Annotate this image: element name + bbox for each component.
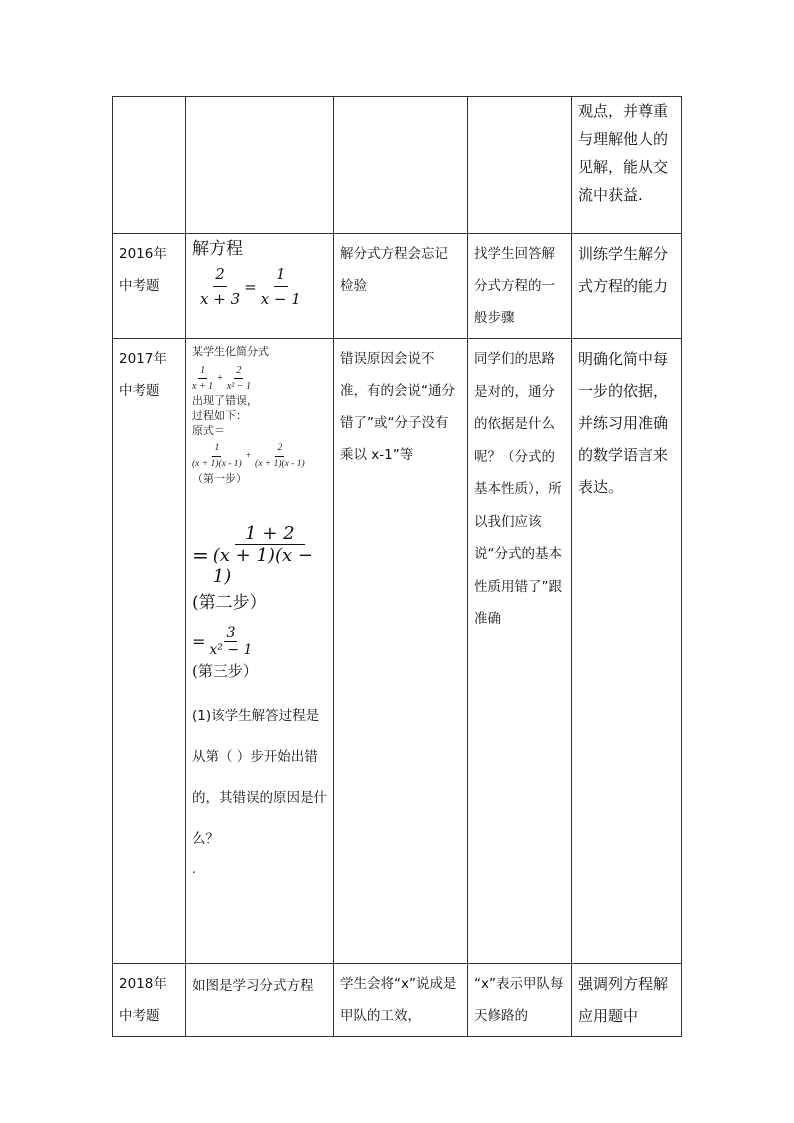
problem-text: 如图是学习分式方程 — [192, 978, 314, 994]
table-cell — [113, 97, 186, 234]
analysis-text: 学生会将“x”说成是甲队的工效， — [340, 976, 457, 1024]
step3-expression — [192, 625, 327, 658]
table-cell — [334, 964, 468, 1037]
problem-intro: 某学生化简分式 — [192, 346, 269, 358]
frac-numerator: 1 + 2 — [235, 523, 304, 545]
problem-question: 么？ — [192, 831, 219, 847]
table-cell — [186, 97, 334, 234]
table-cell — [572, 97, 682, 234]
goal-text: 强调列方程解应用题中 — [578, 975, 669, 1025]
step-label: (第二步） — [192, 593, 267, 613]
equals-sign: = — [192, 543, 209, 567]
step2-expression — [192, 523, 327, 587]
frac-numerator: 1 — [198, 363, 207, 379]
year-label: 2018年中考题 — [119, 976, 167, 1024]
table-cell — [186, 234, 334, 339]
problem-title: 解方程 — [192, 239, 243, 259]
method-text: “x”表示甲队每天修路的 — [474, 976, 564, 1024]
plus-sign: + — [217, 373, 223, 384]
frac-denominator: (x + 1)(x - 1) — [192, 459, 242, 469]
goal-text: 训练学生解分式方程的能力 — [578, 245, 669, 295]
method-text: 找学生回答解分式方程的一般步骤 — [474, 246, 555, 326]
eq-lhs-numerator: 2 — [213, 262, 227, 287]
table-cell — [186, 964, 334, 1037]
table-row — [113, 234, 682, 339]
year-label: 2016年中考题 — [119, 246, 167, 294]
method-text: 同学们的思路是对的，通分的依据是什么呢？（分式的基本性质），所以我们应该说“分式的基本性质用错了”跟准确 — [474, 351, 562, 627]
goal-text: 明确化简中每一步的依据，并练习用准确的数学语言来表达。 — [578, 350, 669, 496]
step1-expression — [192, 441, 327, 472]
frac-denominator: x² − 1 — [226, 381, 252, 392]
table-cell — [334, 97, 468, 234]
trailing-dot: . — [192, 862, 196, 876]
plus-sign: + — [245, 451, 252, 461]
frac-numerator: 1 — [212, 441, 221, 457]
table-cell — [113, 234, 186, 339]
table-cell — [468, 234, 572, 339]
table-row — [113, 97, 682, 234]
table-cell — [113, 964, 186, 1037]
lesson-table — [112, 96, 682, 1037]
table-cell — [468, 964, 572, 1037]
table-cell — [572, 234, 682, 339]
step-label: （第一步） — [192, 473, 247, 485]
problem-expression — [192, 363, 327, 394]
eq-equals: = — [244, 277, 257, 296]
analysis-text: 错误原因会说不准，有的会说“通分错了”或“分子没有乘以 x-1”等 — [340, 351, 455, 463]
eq-lhs-denominator: x + 3 — [200, 290, 241, 308]
table-cell — [334, 339, 468, 964]
table-cell — [113, 339, 186, 964]
step-label: (第三步） — [192, 662, 258, 680]
eq-rhs-numerator: 1 — [274, 262, 288, 287]
table-cell — [572, 964, 682, 1037]
table-row — [113, 339, 682, 964]
table-row — [113, 964, 682, 1037]
equals-sign: = — [192, 632, 206, 651]
eq-rhs-denominator: x − 1 — [260, 290, 301, 308]
table-cell — [572, 339, 682, 964]
problem-question: (1)该学生解答过程是从第（ ）步开始出错的，其错误的原因是什 — [192, 708, 327, 806]
problem-line: 过程如下： — [192, 410, 247, 422]
frac-denominator: (x + 1)(x − 1) — [212, 545, 313, 587]
problem-line: 原式＝ — [192, 425, 225, 437]
table-cell — [334, 234, 468, 339]
year-label: 2017年中考题 — [119, 351, 167, 399]
frac-denominator: x + 1 — [192, 381, 214, 392]
table-cell — [468, 97, 572, 234]
equation — [200, 262, 327, 311]
frac-denominator: (x + 1)(x - 1) — [255, 459, 305, 469]
goal-text: 观点，并尊重与理解他人的见解，能从交流中获益. — [578, 102, 669, 204]
frac-denominator: x² − 1 — [209, 642, 253, 658]
table-cell — [468, 339, 572, 964]
frac-numerator: 2 — [234, 363, 243, 379]
frac-numerator: 3 — [226, 625, 236, 641]
frac-numerator: 2 — [275, 441, 284, 457]
analysis-text: 解分式方程会忘记检验 — [340, 246, 448, 294]
problem-line: 出现了错误， — [192, 395, 258, 407]
table-cell — [186, 339, 334, 964]
